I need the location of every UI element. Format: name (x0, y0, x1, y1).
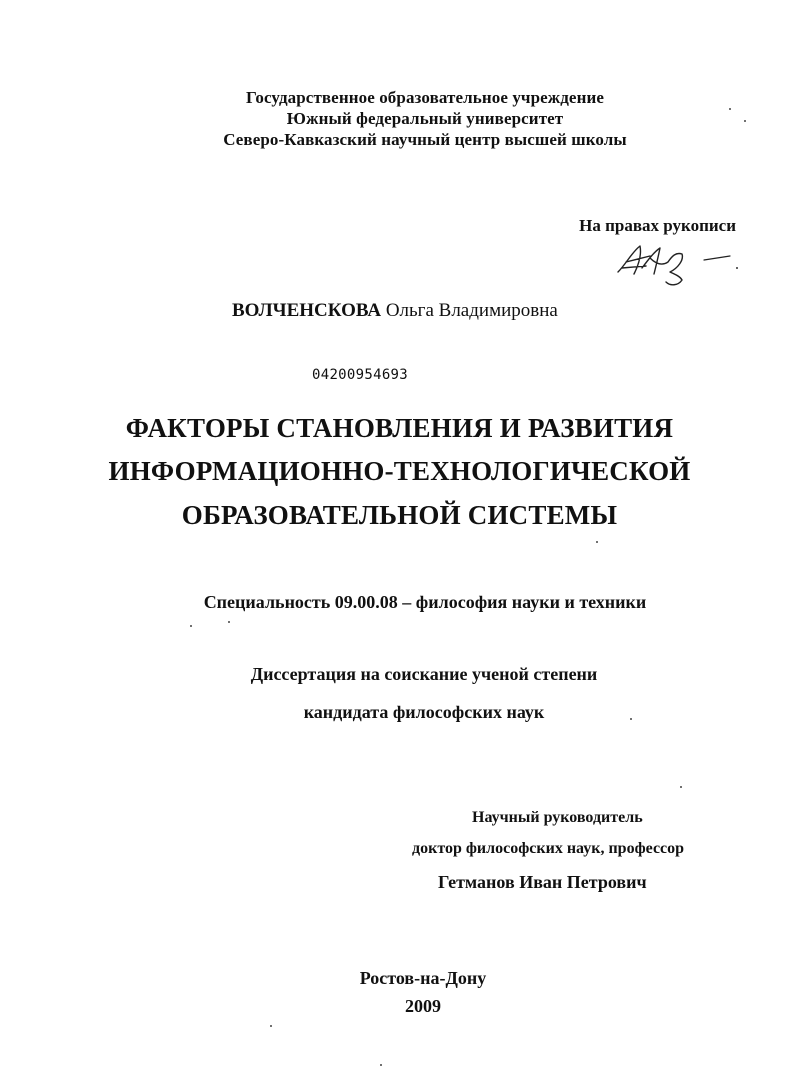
title-line-3: ОБРАЗОВАТЕЛЬНОЙ СИСТЕМЫ (181, 500, 618, 530)
author-surname: ВОЛЧЕНСКОВА (232, 300, 382, 321)
scan-speck (744, 120, 746, 122)
handwritten-signature (612, 238, 742, 288)
place: Ростов-на-Дону (359, 968, 487, 988)
scan-speck (680, 786, 682, 788)
scan-speck (729, 108, 731, 110)
scan-speck (228, 621, 230, 623)
scan-speck (596, 541, 598, 543)
specialty: Специальность 09.00.08 – философия науки и техники (203, 592, 647, 612)
supervisor-name: Гетманов Иван Петрович (438, 872, 647, 892)
document-code: 04200954693 (312, 367, 409, 383)
institution-line-3: Северо-Кавказский научный центр высшей школы (223, 130, 627, 149)
supervisor-degree: доктор философских наук, профессор (412, 840, 685, 857)
scan-speck (380, 1064, 382, 1066)
institution-line-2: Южный федеральный университет (286, 109, 564, 128)
institution-line-1: Государственное образовательное учреждение (245, 88, 605, 107)
manuscript-note: На правах рукописи (579, 216, 736, 235)
dissertation-line-2: кандидата философских наук (303, 702, 545, 722)
scan-speck (270, 1025, 272, 1027)
scan-speck (190, 625, 192, 627)
author-given-names: Ольга Владимировна (385, 300, 558, 321)
year: 2009 (405, 996, 441, 1016)
title-line-2: ИНФОРМАЦИОННО-ТЕХНОЛОГИЧЕСКОЙ (108, 456, 691, 486)
supervisor-role: Научный руководитель (472, 809, 643, 826)
dissertation-line-1: Диссертация на соискание ученой степени (250, 664, 598, 684)
title-line-1: ФАКТОРЫ СТАНОВЛЕНИЯ И РАЗВИТИЯ (125, 413, 674, 443)
scan-speck (630, 718, 632, 720)
author-name (232, 300, 558, 322)
